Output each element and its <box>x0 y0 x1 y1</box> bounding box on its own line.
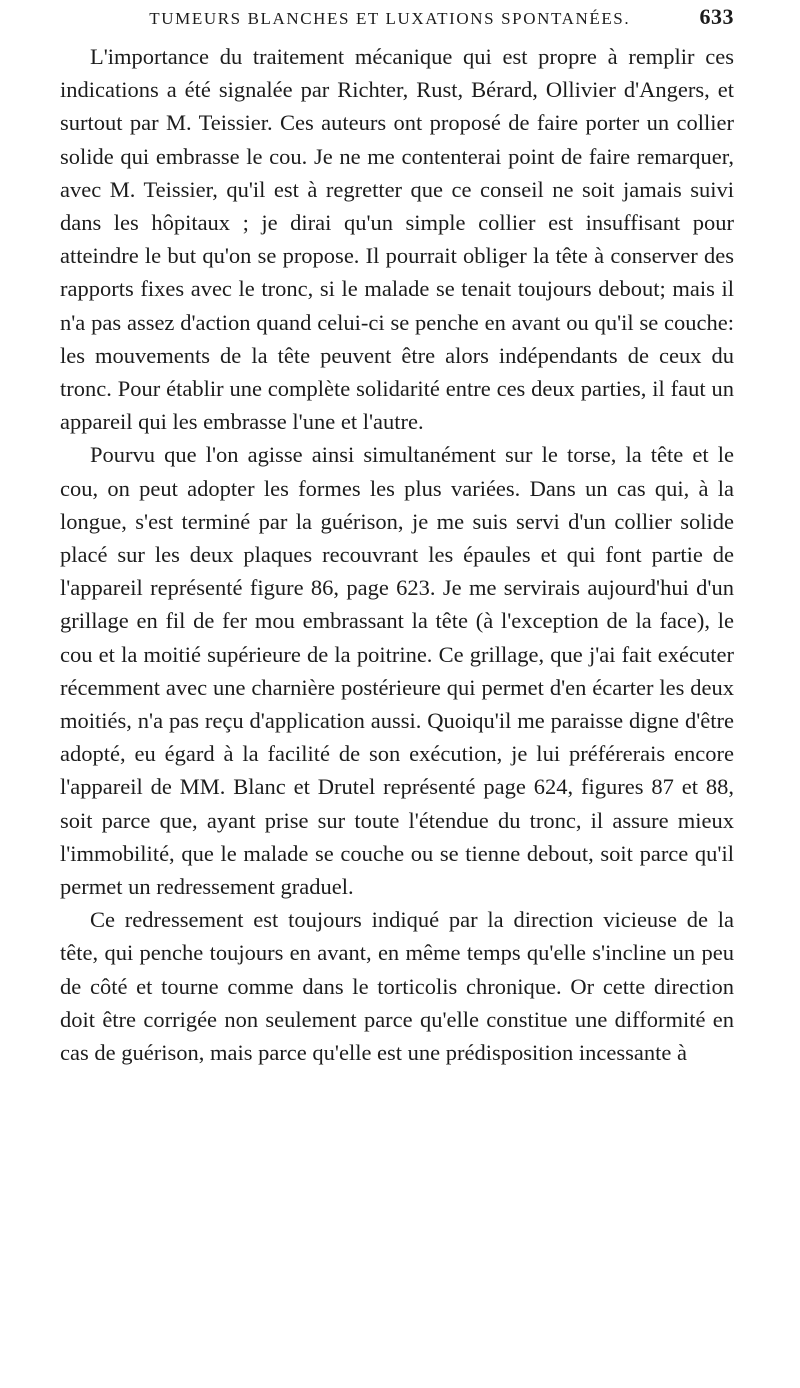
running-title: TUMEURS BLANCHES ET LUXATIONS SPONTANÉES. <box>149 9 631 28</box>
paragraph-1: L'importance du traitement mécanique qui est propre à remplir ces indications a été signalée par Richter, Rust, Bérard, Ollivier d'Angers, et surtout par M. Teissier. Ces auteurs ont proposé de faire porter un collier solide qui embrasse le cou. Je ne me contenterai point de faire remarquer, avec M. Teissier, qu'il est à regretter que ce conseil ne soit jamais suivi dans les hôpitaux ; je dirai qu'un simple collier est insuffisant pour atteindre le but qu'on se propose. Il pourrait obliger la tête à conserver des rapports fixes avec le tronc, si le malade se tenait toujours debout; mais il n'a pas assez d'action quand celui-ci se penche en avant ou qu'il se couche: les mouvements de la tête peuvent être alors indépendants de ceux du tronc. Pour établir une complète solidarité entre ces deux parties, il faut un appareil qui les embrasse l'une et l'autre. <box>60 44 734 435</box>
paragraph-2: Pourvu que l'on agisse ainsi simultanément sur le torse, la tête et le cou, on peut adopter les formes les plus variées. Dans un cas qui, à la longue, s'est terminé par la guérison, je me suis servi d'un collier solide placé sur les deux plaques recouvrant les épaules et qui font partie de l'appareil représenté figure 86, page 623. Je me servirais aujourd'hui d'un grillage en fil de fer mou embrassant la tête (à l'exception de la face), le cou et la moitié supérieure de la poitrine. Ce grillage, que j'ai fait exécuter récemment avec une charnière postérieure qui permet d'en écarter les deux moitiés, n'a pas reçu d'application aussi. Quoiqu'il me paraisse digne d'être adopté, eu égard à la facilité de son exécution, je lui préférerais encore l'appareil de MM. Blanc et Drutel représenté page 624, figures 87 et 88, soit parce que, ayant prise sur toute l'étendue du tronc, il assure mieux l'immobilité, que le malade se couche ou se tienne debout, soit parce qu'il permet un redressement graduel. <box>60 442 734 900</box>
paragraph-3: Ce redressement est toujours indiqué par la direction vicieuse de la tête, qui penche toujours en avant, en même temps qu'elle s'incline un peu de côté et tourne comme dans le torticolis chronique. Or cette direction doit être corrigée non seulement parce qu'elle constitue une difformité en cas de guérison, mais parce qu'elle est une prédisposition incessante à <box>60 907 734 1066</box>
running-head <box>60 4 734 34</box>
page-number: 633 <box>699 4 734 29</box>
body-text <box>60 40 734 1069</box>
